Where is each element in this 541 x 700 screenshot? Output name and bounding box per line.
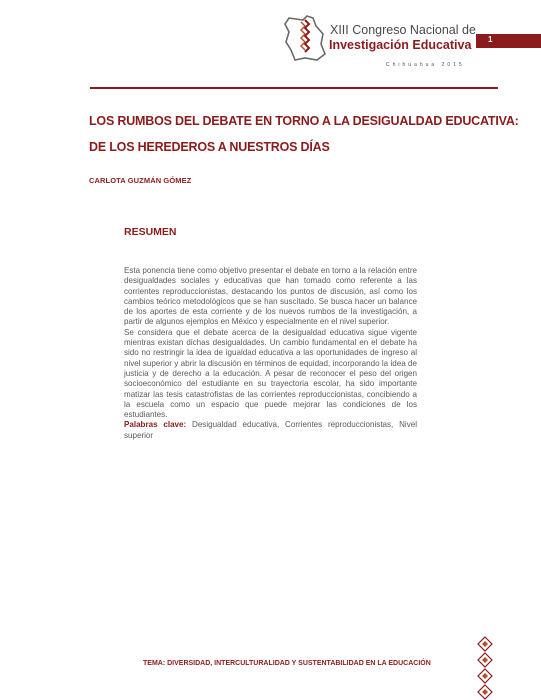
page-number-tab bbox=[476, 34, 541, 48]
article-title-line-1: LOS RUMBOS DEL DEBATE EN TORNO A LA DESIGUALDAD EDUCATIVA: bbox=[89, 114, 519, 128]
author-name: CARLOTA GUZMÁN GÓMEZ bbox=[89, 176, 192, 185]
abstract-paragraph-1: Esta ponencia tiene como objetivo presentar el debate en torno a la relación entre desigualdades sociales y educativas que han tomado como referente a las corrientes reproduccionistas, destacando los puntos de discusión, así como los cambios teórico metodológicos que se han suscitado. Se busca hacer un balance de los aportes de esta corriente y de los nuevos rumbos de la investigación, a partir de algunos ejemplos en México y especialmente en el nivel superior. bbox=[124, 266, 417, 327]
abstract-heading: RESUMEN bbox=[124, 226, 177, 238]
chihuahua-map-logo bbox=[283, 14, 327, 62]
footer-theme: TEMA: DIVERSIDAD, INTERCULTURALIDAD Y SUSTENTABILIDAD EN LA EDUCACIÓN bbox=[143, 660, 431, 667]
decorative-pattern-icon bbox=[476, 636, 494, 700]
abstract-body bbox=[124, 266, 417, 441]
article-title-line-2: DE LOS HEREDEROS A NUESTROS DÍAS bbox=[89, 140, 330, 154]
abstract-paragraph-2: Se considera que el debate acerca de la desigualdad educativa sigue vigente mientras existan dichas desigualdades. Un cambio fundamental en el debate ha sido no restringir la idea de igualdad educativa a las oportunidades de ingreso al nivel superior y abrir la discusión en términos de equidad, incorporando la idea de justicia y de derecho a la educación. A pesar de reconocer el peso del origen socioeconómico del estudiante en su trayectoria escolar, ha sido importante matizar las tesis catastrofistas de las corrientes reproduccionistas, concibiendo a la escuela como un espacio que puede mejorar las condiciones de los estudiantes. bbox=[124, 327, 417, 420]
keywords-label: Palabras clave: bbox=[124, 420, 187, 430]
conference-subtitle: Investigación Educativa bbox=[329, 38, 472, 52]
conference-name: XIII Congreso Nacional de bbox=[330, 23, 476, 37]
conference-location-year: Chihuahua 2015 bbox=[386, 62, 465, 68]
keywords bbox=[124, 420, 417, 441]
header-divider bbox=[90, 87, 498, 89]
page-header bbox=[0, 0, 541, 95]
page-number: 1 bbox=[488, 35, 493, 44]
keywords-text: Desigualdad educativa, Corrientes reproduccionistas, Nivel superior bbox=[124, 420, 417, 440]
article-title bbox=[89, 108, 519, 160]
